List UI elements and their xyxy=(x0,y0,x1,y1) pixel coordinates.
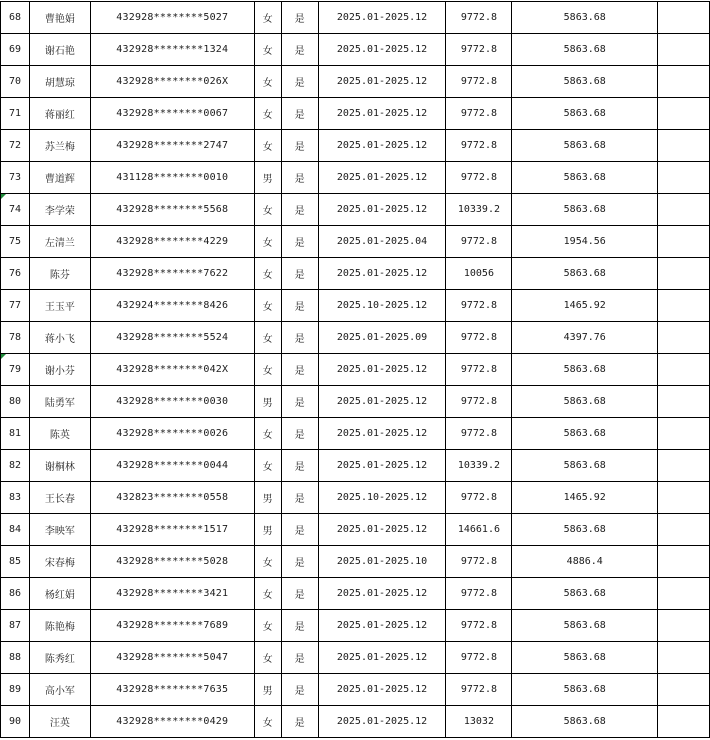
flag-cell[interactable]: 是 xyxy=(281,290,318,322)
name-cell[interactable]: 宋春梅 xyxy=(29,546,90,578)
table-row xyxy=(1,194,710,226)
amount-a-cell[interactable]: 9772.8 xyxy=(446,226,512,258)
flag-cell[interactable]: 是 xyxy=(281,194,318,226)
amount-b-cell[interactable]: 5863.68 xyxy=(512,34,658,66)
period-cell[interactable]: 2025.01-2025.12 xyxy=(318,354,446,386)
row-number-cell[interactable]: 80 xyxy=(1,386,30,418)
row-number-cell[interactable]: 79 xyxy=(1,354,30,386)
amount-b-cell[interactable]: 5863.68 xyxy=(512,450,658,482)
data-table xyxy=(0,1,710,738)
table-row xyxy=(1,610,710,642)
amount-b-cell[interactable]: 1465.92 xyxy=(512,290,658,322)
table-row xyxy=(1,2,710,34)
row-number-cell[interactable]: 84 xyxy=(1,514,30,546)
period-cell[interactable]: 2025.01-2025.12 xyxy=(318,578,446,610)
name-cell[interactable]: 谢桐林 xyxy=(29,450,90,482)
table-row xyxy=(1,162,710,194)
name-cell[interactable]: 陈英 xyxy=(29,418,90,450)
id-number-cell[interactable]: 432924********8426 xyxy=(90,290,254,322)
id-number-cell[interactable]: 432928********7635 xyxy=(90,674,254,706)
flag-cell[interactable]: 是 xyxy=(281,386,318,418)
amount-b-cell[interactable]: 4397.76 xyxy=(512,322,658,354)
row-number-cell[interactable]: 88 xyxy=(1,642,30,674)
name-cell[interactable]: 杨红娟 xyxy=(29,578,90,610)
name-cell[interactable]: 王长春 xyxy=(29,482,90,514)
name-cell[interactable]: 苏兰梅 xyxy=(29,130,90,162)
id-number-cell[interactable]: 432823********0558 xyxy=(90,482,254,514)
name-cell[interactable]: 陈芬 xyxy=(29,258,90,290)
empty-cell[interactable] xyxy=(658,2,710,34)
amount-a-cell[interactable]: 10339.2 xyxy=(446,450,512,482)
table-row xyxy=(1,98,710,130)
row-number-cell[interactable]: 82 xyxy=(1,450,30,482)
period-cell[interactable]: 2025.01-2025.12 xyxy=(318,642,446,674)
id-number-cell[interactable]: 432928********5524 xyxy=(90,322,254,354)
name-cell[interactable]: 谢小芬 xyxy=(29,354,90,386)
id-number-cell[interactable]: 432928********7622 xyxy=(90,258,254,290)
period-cell[interactable]: 2025.01-2025.04 xyxy=(318,226,446,258)
empty-cell[interactable] xyxy=(658,706,710,738)
empty-cell[interactable] xyxy=(658,98,710,130)
period-cell[interactable]: 2025.01-2025.12 xyxy=(318,34,446,66)
amount-a-cell[interactable]: 9772.8 xyxy=(446,642,512,674)
name-cell[interactable]: 陈秀红 xyxy=(29,642,90,674)
row-number-cell[interactable]: 68 xyxy=(1,2,30,34)
amount-a-cell[interactable]: 9772.8 xyxy=(446,546,512,578)
table-body xyxy=(1,2,710,738)
amount-b-cell[interactable]: 5863.68 xyxy=(512,2,658,34)
empty-cell[interactable] xyxy=(658,226,710,258)
empty-cell[interactable] xyxy=(658,642,710,674)
empty-cell[interactable] xyxy=(658,418,710,450)
name-cell[interactable]: 陈艳梅 xyxy=(29,610,90,642)
flag-cell[interactable]: 是 xyxy=(281,514,318,546)
amount-a-cell[interactable]: 14661.6 xyxy=(446,514,512,546)
flag-cell[interactable]: 是 xyxy=(281,706,318,738)
table-row xyxy=(1,130,710,162)
amount-a-cell[interactable]: 9772.8 xyxy=(446,98,512,130)
id-number-cell[interactable]: 432928********5568 xyxy=(90,194,254,226)
row-number-cell[interactable]: 86 xyxy=(1,578,30,610)
id-number-cell[interactable]: 432928********5047 xyxy=(90,642,254,674)
gender-cell[interactable]: 女 xyxy=(254,706,281,738)
row-number-cell[interactable]: 90 xyxy=(1,706,30,738)
period-cell[interactable]: 2025.01-2025.12 xyxy=(318,674,446,706)
gender-cell[interactable]: 女 xyxy=(254,354,281,386)
gender-cell[interactable]: 女 xyxy=(254,194,281,226)
gender-cell[interactable]: 男 xyxy=(254,674,281,706)
name-cell[interactable]: 曹艳娟 xyxy=(29,2,90,34)
period-cell[interactable]: 2025.01-2025.12 xyxy=(318,194,446,226)
flag-cell[interactable]: 是 xyxy=(281,642,318,674)
flag-cell[interactable]: 是 xyxy=(281,418,318,450)
empty-cell[interactable] xyxy=(658,162,710,194)
name-cell[interactable]: 高小军 xyxy=(29,674,90,706)
row-number-cell[interactable]: 76 xyxy=(1,258,30,290)
amount-b-cell[interactable]: 1465.92 xyxy=(512,482,658,514)
period-cell[interactable]: 2025.01-2025.12 xyxy=(318,98,446,130)
period-cell[interactable]: 2025.01-2025.09 xyxy=(318,322,446,354)
flag-cell[interactable]: 是 xyxy=(281,162,318,194)
name-cell[interactable]: 谢石艳 xyxy=(29,34,90,66)
amount-b-cell[interactable]: 5863.68 xyxy=(512,258,658,290)
gender-cell[interactable]: 女 xyxy=(254,546,281,578)
table-row xyxy=(1,674,710,706)
amount-b-cell[interactable]: 5863.68 xyxy=(512,514,658,546)
gender-cell[interactable]: 男 xyxy=(254,482,281,514)
amount-b-cell[interactable]: 5863.68 xyxy=(512,418,658,450)
flag-cell[interactable]: 是 xyxy=(281,98,318,130)
gender-cell[interactable]: 女 xyxy=(254,290,281,322)
id-number-cell[interactable]: 432928********0429 xyxy=(90,706,254,738)
period-cell[interactable]: 2025.01-2025.12 xyxy=(318,2,446,34)
name-cell[interactable]: 王玉平 xyxy=(29,290,90,322)
amount-b-cell[interactable]: 5863.68 xyxy=(512,610,658,642)
table-row xyxy=(1,418,710,450)
name-cell[interactable]: 胡慧琼 xyxy=(29,66,90,98)
table-row xyxy=(1,322,710,354)
period-cell[interactable]: 2025.01-2025.12 xyxy=(318,130,446,162)
empty-cell[interactable] xyxy=(658,258,710,290)
flag-cell[interactable]: 是 xyxy=(281,482,318,514)
comment-marker-icon xyxy=(1,194,6,199)
amount-b-cell[interactable]: 5863.68 xyxy=(512,162,658,194)
amount-a-cell[interactable]: 9772.8 xyxy=(446,610,512,642)
gender-cell[interactable]: 男 xyxy=(254,514,281,546)
row-number-cell[interactable]: 78 xyxy=(1,322,30,354)
row-number-cell[interactable]: 87 xyxy=(1,610,30,642)
empty-cell[interactable] xyxy=(658,450,710,482)
amount-a-cell[interactable]: 9772.8 xyxy=(446,674,512,706)
flag-cell[interactable]: 是 xyxy=(281,674,318,706)
id-number-cell[interactable]: 432928********1517 xyxy=(90,514,254,546)
id-number-cell[interactable]: 431128********0010 xyxy=(90,162,254,194)
amount-b-cell[interactable]: 4886.4 xyxy=(512,546,658,578)
empty-cell[interactable] xyxy=(658,386,710,418)
gender-cell[interactable]: 女 xyxy=(254,322,281,354)
row-number-cell[interactable]: 75 xyxy=(1,226,30,258)
row-number-cell[interactable]: 81 xyxy=(1,418,30,450)
flag-cell[interactable]: 是 xyxy=(281,546,318,578)
amount-a-cell[interactable]: 13032 xyxy=(446,706,512,738)
period-cell[interactable]: 2025.01-2025.12 xyxy=(318,514,446,546)
amount-b-cell[interactable]: 5863.68 xyxy=(512,578,658,610)
amount-a-cell[interactable]: 9772.8 xyxy=(446,354,512,386)
amount-b-cell[interactable]: 5863.68 xyxy=(512,674,658,706)
gender-cell[interactable]: 女 xyxy=(254,34,281,66)
id-number-cell[interactable]: 432928********4229 xyxy=(90,226,254,258)
table-row xyxy=(1,354,710,386)
row-number-cell[interactable]: 72 xyxy=(1,130,30,162)
row-number-cell[interactable]: 73 xyxy=(1,162,30,194)
row-number-cell[interactable]: 89 xyxy=(1,674,30,706)
row-number-cell[interactable]: 70 xyxy=(1,66,30,98)
row-number-cell[interactable]: 71 xyxy=(1,98,30,130)
empty-cell[interactable] xyxy=(658,130,710,162)
table-row xyxy=(1,450,710,482)
table-row xyxy=(1,642,710,674)
row-number-cell[interactable]: 69 xyxy=(1,34,30,66)
flag-cell[interactable]: 是 xyxy=(281,258,318,290)
amount-b-cell[interactable]: 5863.68 xyxy=(512,130,658,162)
amount-b-cell[interactable]: 5863.68 xyxy=(512,66,658,98)
table-row xyxy=(1,546,710,578)
flag-cell[interactable]: 是 xyxy=(281,578,318,610)
amount-b-cell[interactable]: 5863.68 xyxy=(512,354,658,386)
empty-cell[interactable] xyxy=(658,514,710,546)
table-row xyxy=(1,226,710,258)
flag-cell[interactable]: 是 xyxy=(281,34,318,66)
row-number-cell[interactable]: 74 xyxy=(1,194,30,226)
row-number-cell[interactable]: 83 xyxy=(1,482,30,514)
period-cell[interactable]: 2025.01-2025.12 xyxy=(318,610,446,642)
id-number-cell[interactable]: 432928********7689 xyxy=(90,610,254,642)
period-cell[interactable]: 2025.01-2025.12 xyxy=(318,66,446,98)
gender-cell[interactable]: 女 xyxy=(254,66,281,98)
amount-a-cell[interactable]: 9772.8 xyxy=(446,482,512,514)
amount-a-cell[interactable]: 9772.8 xyxy=(446,162,512,194)
amount-b-cell[interactable]: 5863.68 xyxy=(512,706,658,738)
period-cell[interactable]: 2025.01-2025.12 xyxy=(318,162,446,194)
id-number-cell[interactable]: 432928********5028 xyxy=(90,546,254,578)
period-cell[interactable]: 2025.10-2025.12 xyxy=(318,482,446,514)
table-row xyxy=(1,482,710,514)
table-row xyxy=(1,66,710,98)
gender-cell[interactable]: 女 xyxy=(254,98,281,130)
id-number-cell[interactable]: 432928********5027 xyxy=(90,2,254,34)
comment-marker-icon xyxy=(1,354,6,359)
period-cell[interactable]: 2025.10-2025.12 xyxy=(318,290,446,322)
name-cell[interactable]: 李学荣 xyxy=(29,194,90,226)
period-cell[interactable]: 2025.01-2025.12 xyxy=(318,386,446,418)
name-cell[interactable]: 李映军 xyxy=(29,514,90,546)
table-row xyxy=(1,386,710,418)
flag-cell[interactable]: 是 xyxy=(281,322,318,354)
table-row xyxy=(1,258,710,290)
gender-cell[interactable]: 女 xyxy=(254,130,281,162)
name-cell[interactable]: 曹道辉 xyxy=(29,162,90,194)
empty-cell[interactable] xyxy=(658,194,710,226)
amount-a-cell[interactable]: 9772.8 xyxy=(446,322,512,354)
amount-a-cell[interactable]: 10056 xyxy=(446,258,512,290)
row-number-cell[interactable]: 85 xyxy=(1,546,30,578)
name-cell[interactable]: 左清兰 xyxy=(29,226,90,258)
amount-a-cell[interactable]: 9772.8 xyxy=(446,2,512,34)
amount-b-cell[interactable]: 5863.68 xyxy=(512,642,658,674)
gender-cell[interactable]: 女 xyxy=(254,2,281,34)
name-cell[interactable]: 蒋小飞 xyxy=(29,322,90,354)
amount-a-cell[interactable]: 10339.2 xyxy=(446,194,512,226)
amount-a-cell[interactable]: 9772.8 xyxy=(446,290,512,322)
id-number-cell[interactable]: 432928********3421 xyxy=(90,578,254,610)
amount-a-cell[interactable]: 9772.8 xyxy=(446,418,512,450)
amount-a-cell[interactable]: 9772.8 xyxy=(446,130,512,162)
empty-cell[interactable] xyxy=(658,322,710,354)
flag-cell[interactable]: 是 xyxy=(281,130,318,162)
period-cell[interactable]: 2025.01-2025.12 xyxy=(318,706,446,738)
table-row xyxy=(1,578,710,610)
empty-cell[interactable] xyxy=(658,546,710,578)
id-number-cell[interactable]: 432928********026X xyxy=(90,66,254,98)
gender-cell[interactable]: 女 xyxy=(254,642,281,674)
table-row xyxy=(1,706,710,738)
id-number-cell[interactable]: 432928********0026 xyxy=(90,418,254,450)
amount-b-cell[interactable]: 5863.68 xyxy=(512,386,658,418)
amount-a-cell[interactable]: 9772.8 xyxy=(446,66,512,98)
gender-cell[interactable]: 女 xyxy=(254,610,281,642)
flag-cell[interactable]: 是 xyxy=(281,450,318,482)
flag-cell[interactable]: 是 xyxy=(281,610,318,642)
empty-cell[interactable] xyxy=(658,354,710,386)
table-row xyxy=(1,514,710,546)
gender-cell[interactable]: 女 xyxy=(254,418,281,450)
period-cell[interactable]: 2025.01-2025.12 xyxy=(318,450,446,482)
empty-cell[interactable] xyxy=(658,610,710,642)
gender-cell[interactable]: 女 xyxy=(254,450,281,482)
id-number-cell[interactable]: 432928********042X xyxy=(90,354,254,386)
id-number-cell[interactable]: 432928********0067 xyxy=(90,98,254,130)
name-cell[interactable]: 蒋丽红 xyxy=(29,98,90,130)
gender-cell[interactable]: 男 xyxy=(254,162,281,194)
name-cell[interactable]: 汪英 xyxy=(29,706,90,738)
period-cell[interactable]: 2025.01-2025.12 xyxy=(318,418,446,450)
gender-cell[interactable]: 男 xyxy=(254,386,281,418)
amount-b-cell[interactable]: 5863.68 xyxy=(512,98,658,130)
amount-b-cell[interactable]: 1954.56 xyxy=(512,226,658,258)
gender-cell[interactable]: 女 xyxy=(254,578,281,610)
period-cell[interactable]: 2025.01-2025.12 xyxy=(318,258,446,290)
amount-a-cell[interactable]: 9772.8 xyxy=(446,34,512,66)
id-number-cell[interactable]: 432928********2747 xyxy=(90,130,254,162)
flag-cell[interactable]: 是 xyxy=(281,2,318,34)
empty-cell[interactable] xyxy=(658,578,710,610)
amount-b-cell[interactable]: 5863.68 xyxy=(512,194,658,226)
gender-cell[interactable]: 女 xyxy=(254,258,281,290)
gender-cell[interactable]: 女 xyxy=(254,226,281,258)
empty-cell[interactable] xyxy=(658,34,710,66)
empty-cell[interactable] xyxy=(658,66,710,98)
flag-cell[interactable]: 是 xyxy=(281,66,318,98)
row-number-cell[interactable]: 77 xyxy=(1,290,30,322)
table-row xyxy=(1,290,710,322)
name-cell[interactable]: 陆勇军 xyxy=(29,386,90,418)
flag-cell[interactable]: 是 xyxy=(281,226,318,258)
id-number-cell[interactable]: 432928********0044 xyxy=(90,450,254,482)
flag-cell[interactable]: 是 xyxy=(281,354,318,386)
id-number-cell[interactable]: 432928********1324 xyxy=(90,34,254,66)
empty-cell[interactable] xyxy=(658,482,710,514)
empty-cell[interactable] xyxy=(658,290,710,322)
period-cell[interactable]: 2025.01-2025.10 xyxy=(318,546,446,578)
amount-a-cell[interactable]: 9772.8 xyxy=(446,578,512,610)
table-row xyxy=(1,34,710,66)
empty-cell[interactable] xyxy=(658,674,710,706)
id-number-cell[interactable]: 432928********0030 xyxy=(90,386,254,418)
amount-a-cell[interactable]: 9772.8 xyxy=(446,386,512,418)
